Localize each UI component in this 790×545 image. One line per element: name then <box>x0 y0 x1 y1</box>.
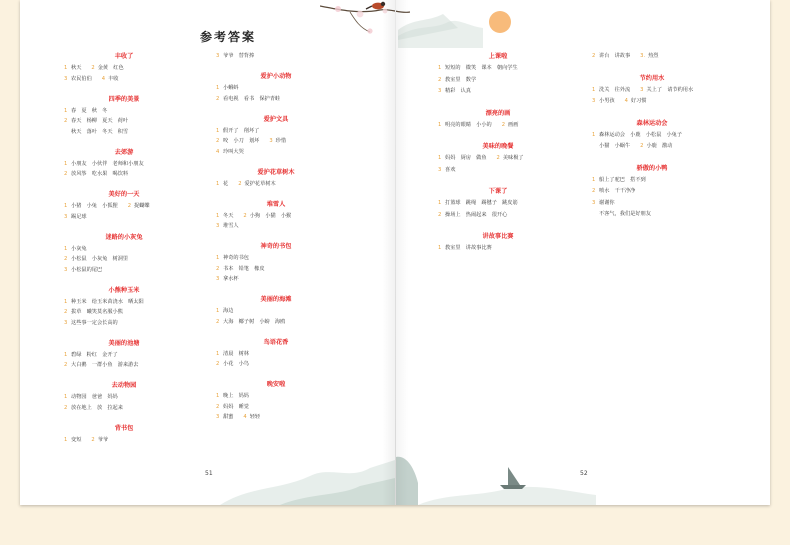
section-title: 骄傲的小鸭 <box>636 164 668 172</box>
answer-number: 2 <box>592 188 596 194</box>
answer-text: 小朋友 小伙伴 老师和小朋友 <box>71 160 144 167</box>
answer-text: 堆雪人 <box>223 223 239 229</box>
answer-number: 2 <box>238 180 242 187</box>
answer-line <box>216 413 260 421</box>
answer-text: 操场上 热闹起来 很开心 <box>445 211 508 218</box>
answer-text: 农民伯伯 <box>71 75 92 82</box>
answer-text: 丰收 <box>108 75 119 82</box>
answer-number: 1 <box>592 131 596 138</box>
answer-text: 玲叫大哭 <box>223 148 244 155</box>
answer-number: 2 <box>64 309 68 315</box>
answer-number: 1 <box>438 245 442 251</box>
section-title: 节约用水 <box>639 74 665 82</box>
section-title: 去郊游 <box>114 148 134 156</box>
page-number-right: 52 <box>580 470 588 477</box>
answer-text: 小松鼠的尾巴 <box>71 266 103 273</box>
answer-text: 小男孩 <box>599 98 615 104</box>
answer-line <box>216 360 249 368</box>
answer-text: 秋天 落叶 冬天 积雪 <box>71 128 129 135</box>
answer-text: 神奇的书包 <box>223 255 249 261</box>
answer-number: 2 <box>592 53 596 59</box>
answer-number: 2 <box>216 403 220 410</box>
answer-text: 这些事一定会长高的 <box>71 319 118 326</box>
answer-number: 1 <box>216 212 220 219</box>
answer-number: 1 <box>64 394 68 400</box>
answer-number: 3 <box>64 75 68 82</box>
answer-line <box>216 392 249 400</box>
answer-text: 谢谢你 <box>599 199 615 206</box>
answer-number: 1 <box>64 65 68 71</box>
section-title: 讲故事比赛 <box>482 233 514 240</box>
section-title: 下课了 <box>488 188 508 195</box>
answer-line <box>216 52 254 60</box>
section-title: 四季的美景 <box>108 95 140 103</box>
answer-number: 2 <box>64 171 68 177</box>
section-title: 美好的一天 <box>108 191 140 198</box>
answer-text: 打篮球 跳绳 踢毽子 跳皮筋 <box>445 200 518 206</box>
section-title: 晚安啦 <box>266 381 286 388</box>
answer-text: 假开了 削坏了 <box>223 127 260 134</box>
answer-text: 森林运动会 小鹿 小松鼠 小兔子 <box>599 131 683 138</box>
answer-line <box>216 84 239 92</box>
answer-text: 小灰兔 <box>71 245 87 252</box>
answer-number: 1 <box>64 245 68 252</box>
answer-number: 1 <box>438 200 442 206</box>
answer-number: 2 <box>501 121 506 128</box>
answer-text: 拿水杯 <box>223 276 239 282</box>
answer-text: 小松鼠 小灰兔 树洞里 <box>71 256 129 262</box>
answer-number: 4 <box>624 98 628 104</box>
answer-number: 2 <box>91 436 95 443</box>
answer-number: 1 <box>438 65 442 71</box>
answer-text: 小狗 小猫 小猴 <box>249 212 292 219</box>
section-title: 迷路的小灰兔 <box>105 233 143 241</box>
answer-text: 热烈 <box>648 53 659 59</box>
answer-line <box>216 275 239 283</box>
answer-line <box>592 52 658 60</box>
answer-text: 关上了 请节约用水 <box>646 86 694 93</box>
answer-number: 2 <box>216 318 220 325</box>
book-spread <box>20 0 770 505</box>
answer-line <box>216 318 285 326</box>
answer-text: 轻轻 <box>249 414 261 420</box>
answer-text: 看电视 看书 保护青蛙 <box>223 95 281 102</box>
answer-number: 3 <box>216 276 220 282</box>
answer-text: 大海 椰子树 小螃 海鸥 <box>223 318 286 325</box>
answer-number: 3 <box>64 266 68 273</box>
answer-number: 1 <box>216 308 220 314</box>
answer-number: 1 <box>64 436 68 443</box>
answer-line <box>592 199 615 207</box>
answer-text: 讲台 讲故事 <box>599 53 631 59</box>
answer-number: 1 <box>64 298 68 305</box>
answer-line <box>216 137 286 145</box>
section-title: 美味的晚餐 <box>482 143 514 150</box>
section-title: 丰收了 <box>114 53 134 60</box>
answer-number: 1 <box>216 350 220 357</box>
answer-text: 放在地上 放 拉起来 <box>71 404 123 411</box>
answer-number: 3 <box>216 53 220 59</box>
answer-text: 小鹿 激动 <box>646 143 673 149</box>
answer-line <box>438 87 471 95</box>
answer-line <box>216 265 265 273</box>
answer-number: 3 <box>64 213 68 220</box>
answer-line <box>438 76 476 84</box>
answer-number: 3 <box>592 199 596 206</box>
page-number-left: 51 <box>205 470 213 477</box>
answer-text: 小花 小鸟 <box>223 361 249 367</box>
answer-number: 1 <box>64 351 68 358</box>
section-title: 爱护花草树木 <box>257 168 295 176</box>
answer-line <box>64 202 150 210</box>
answer-number: 3 <box>216 414 220 420</box>
answer-number: 1 <box>216 180 220 187</box>
answer-number: 3 <box>438 166 442 173</box>
answer-line <box>438 121 518 129</box>
answer-line <box>592 210 651 218</box>
answer-number: 2 <box>91 65 95 71</box>
answer-line <box>64 404 123 412</box>
answer-line <box>64 170 128 178</box>
answer-number: 3 <box>438 88 442 94</box>
answer-text: 爱护花草树木 <box>244 180 276 187</box>
answer-number: 2 <box>127 203 132 209</box>
answer-text: 精彩 认真 <box>445 88 471 94</box>
answer-number: 1 <box>216 255 220 261</box>
answer-number: 3 <box>269 138 273 144</box>
answer-text: 书本 铅笔 橡皮 <box>223 265 265 272</box>
answer-text: 爷爷 替背捧 <box>223 53 255 59</box>
answer-text: 秋天 <box>71 65 82 71</box>
answer-text: 爷爷 <box>97 436 109 443</box>
answer-text: 大白鹅 一群小鱼 游来游去 <box>71 362 139 368</box>
answer-number: 2 <box>64 256 68 262</box>
answer-number: 1 <box>216 393 220 399</box>
answer-text: 变短 <box>71 436 82 443</box>
answer-text: 金黄 红色 <box>97 65 124 71</box>
answer-number: 1 <box>216 127 220 134</box>
answer-line <box>64 160 144 168</box>
answer-text: 春 夏 秋 冬 <box>71 107 108 114</box>
answer-line <box>64 64 124 72</box>
answer-text: 妈妈 睡觉 <box>223 403 249 410</box>
answer-line <box>64 308 123 316</box>
answer-text: 拔草 曦笑莫名服小熊 <box>71 309 123 315</box>
answer-number: 1 <box>216 85 220 91</box>
answer-text: 春天 杨柳 夏天 荷叶 <box>71 118 129 124</box>
answer-number: 2 <box>438 76 442 83</box>
answer-text: 花 <box>223 180 229 187</box>
answer-text: 珍惜 <box>275 138 287 144</box>
answer-line <box>592 131 682 139</box>
answer-line <box>216 403 249 411</box>
answer-text: 画画 <box>508 121 519 128</box>
answer-text: 喷水 干干净净 <box>599 188 636 194</box>
answer-line <box>438 64 518 72</box>
section-title: 漂亮的画 <box>485 109 511 117</box>
answer-number: 4 <box>243 414 247 420</box>
answer-line <box>592 176 646 184</box>
answer-line <box>216 180 276 188</box>
answer-line <box>64 117 128 125</box>
answer-line <box>438 199 518 207</box>
answer-line <box>438 154 524 162</box>
answer-line <box>438 244 492 252</box>
answer-number: 3 <box>640 86 644 93</box>
answer-text: 教室里 数学 <box>445 76 477 83</box>
answer-line <box>64 319 118 327</box>
answer-line <box>216 307 233 315</box>
answer-line <box>216 95 280 103</box>
answer-number: 3 <box>592 98 596 104</box>
answer-number: 2 <box>64 118 68 124</box>
answer-number: 1 <box>592 176 596 183</box>
section-title: 爱护文具 <box>263 115 289 123</box>
answer-line <box>64 245 87 253</box>
answer-line <box>64 107 107 115</box>
answer-text: 冬天 <box>223 212 234 219</box>
answer-line <box>592 97 646 105</box>
answer-text: 洗关 往外流 <box>599 86 631 93</box>
section-title: 去动物园 <box>111 382 137 389</box>
answer-text: 踢足球 <box>71 213 87 220</box>
answer-text: 小猪 小兔 小狐狸 <box>71 203 118 209</box>
answer-text: 种玉米 给玉米苗浇水 晒太阳 <box>71 298 144 305</box>
answer-number: 3 <box>216 223 220 229</box>
answer-line <box>592 142 672 150</box>
answer-number: 1 <box>64 107 68 114</box>
section-title: 鸟语花香 <box>263 338 289 346</box>
bottom-boat-illustration <box>396 445 596 505</box>
answer-line <box>64 298 144 306</box>
answer-text: 明亮的眼睛 小小的 <box>445 121 492 128</box>
answer-text: 捉蝴蝶 <box>134 203 150 209</box>
answer-text: 小蝌蚪 <box>223 85 239 91</box>
answer-line <box>216 148 244 156</box>
section-title: 上课啦 <box>488 53 508 60</box>
answer-number: 2 <box>64 404 68 411</box>
answer-line <box>64 213 87 221</box>
answer-line <box>592 187 635 195</box>
answer-text: 不客气，我们是好朋友 <box>599 211 651 217</box>
answer-text: 美味极了 <box>502 155 524 161</box>
answer-number: 4 <box>216 148 220 155</box>
answer-number: 4 <box>101 75 106 82</box>
answer-number: 3 <box>64 319 68 326</box>
answer-line <box>64 128 128 136</box>
answer-number: 2 <box>243 212 247 219</box>
answer-number: 2 <box>64 362 68 368</box>
section-title: 神奇的书包 <box>260 243 292 250</box>
answer-line <box>64 436 108 444</box>
answer-number: 1 <box>438 155 442 161</box>
answer-number: 2 <box>496 155 500 161</box>
section-title: 森林运动会 <box>636 119 668 127</box>
answer-text: 喜欢 <box>445 166 456 173</box>
answer-text: 妈妈 厨房 做鱼 <box>445 155 487 161</box>
answer-text: 好习惯 <box>630 98 647 104</box>
answer-number: 2 <box>216 95 220 102</box>
answer-line <box>64 361 138 369</box>
answer-text: 教室里 讲故事比赛 <box>445 245 492 251</box>
answer-line <box>64 255 128 263</box>
answer-text: 碧绿 粉红 金开了 <box>71 351 118 358</box>
answer-line <box>216 350 249 358</box>
answer-number: 2 <box>216 265 220 272</box>
answer-text: 船上了驼巴 搭不到 <box>599 176 646 183</box>
answer-text: 短短的 微笑 课本 朝向学生 <box>445 65 518 71</box>
answer-text: 甜蜜 <box>223 414 234 420</box>
answer-line <box>64 393 118 401</box>
page-title: 参考答案 <box>200 30 257 44</box>
answer-text: 清晨 树林 <box>223 350 249 357</box>
answer-line <box>438 211 507 219</box>
answer-line <box>64 351 118 359</box>
answer-text: 小猫 小蜗牛 <box>599 143 631 149</box>
answer-text: 咬 小刀 划坏 <box>223 138 260 144</box>
answer-number: 1 <box>438 121 442 128</box>
answer-number: 1 <box>592 86 596 93</box>
answer-line <box>64 75 118 83</box>
section-title: 美丽的池塘 <box>108 339 140 347</box>
section-title: 美丽的海滩 <box>260 296 292 303</box>
answer-text: 动物园 爸爸 妈妈 <box>71 394 118 400</box>
answer-number: 1 <box>64 203 68 209</box>
answer-line <box>216 254 249 262</box>
section-title: 爱护小动物 <box>260 73 292 80</box>
answer-number: 2 <box>438 211 442 218</box>
answer-text: 海边 <box>223 308 234 314</box>
answer-number: 1 <box>64 160 68 167</box>
section-title: 背书包 <box>114 424 134 432</box>
sun-mountain-illustration <box>398 0 548 48</box>
answer-text: 晚上 妈妈 <box>223 393 249 399</box>
section-title: 小熊种玉米 <box>108 286 140 294</box>
section-title: 堆雪人 <box>266 200 286 208</box>
answer-number: 3. <box>640 53 646 59</box>
answer-number: 2 <box>216 361 220 367</box>
answer-line <box>592 86 693 94</box>
answer-line <box>216 222 239 230</box>
answer-text: 放风筝 吃水果 喝饮料 <box>71 171 129 177</box>
answer-number: 2 <box>216 138 220 144</box>
answer-number: 2 <box>640 143 644 149</box>
answer-line <box>438 166 455 174</box>
answer-line <box>64 266 102 274</box>
answer-line <box>216 212 291 220</box>
answer-line <box>216 127 259 135</box>
bottom-mountain-illustration <box>220 438 395 505</box>
